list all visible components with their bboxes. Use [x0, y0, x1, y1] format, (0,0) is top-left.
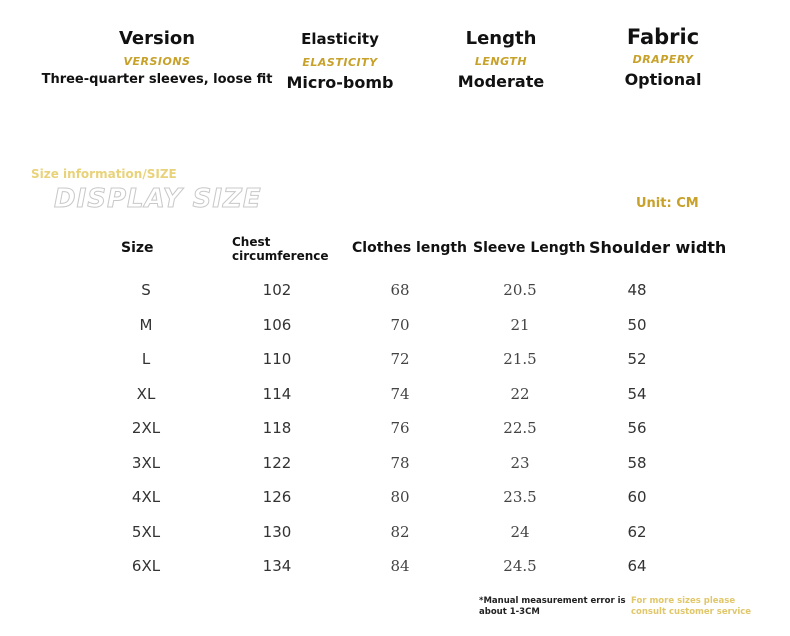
cell-clothes-length: 78: [390, 453, 410, 472]
more-sizes-note: For more sizes please consult customer service: [631, 596, 752, 617]
unit-label: Unit: CM: [636, 196, 699, 211]
attr-length: [458, 28, 544, 91]
attr-title: Elasticity: [301, 30, 379, 48]
cell-clothes-length: 76: [390, 419, 410, 437]
cell-shoulder-width: 54: [627, 384, 647, 403]
cell-chest: 106: [262, 315, 292, 334]
attr-sub: DRAPERY: [632, 53, 694, 66]
header-clothes-length: Clothes length: [352, 240, 467, 256]
cell-shoulder-width: 64: [627, 557, 647, 575]
cell-chest: 102: [262, 281, 292, 299]
cell-size: 2XL: [131, 419, 161, 437]
cell-size: L: [141, 350, 151, 368]
cell-chest: 130: [262, 522, 292, 541]
attr-version: [42, 28, 273, 87]
cell-sleeve-length: 20.5: [503, 281, 537, 299]
cell-clothes-length: 70: [390, 315, 410, 334]
cell-chest: 122: [262, 453, 292, 472]
cell-shoulder-width: 60: [627, 488, 647, 506]
cell-chest: 110: [262, 350, 292, 368]
attr-value: Optional: [624, 70, 702, 89]
cell-chest: 126: [262, 488, 292, 506]
attr-fabric: [625, 25, 702, 89]
attr-value: Micro-bomb: [286, 73, 394, 92]
cell-clothes-length: 84: [390, 557, 410, 575]
size-info-label: Size information/SIZE: [31, 167, 177, 181]
header-size: Size: [121, 240, 154, 256]
attr-sub: VERSIONS: [123, 55, 191, 68]
header-shoulder-width: Shoulder width: [589, 238, 727, 257]
cell-size: 5XL: [131, 522, 161, 541]
attr-value: Moderate: [457, 72, 545, 91]
cell-chest: 114: [262, 384, 292, 403]
cell-clothes-length: 74: [390, 384, 410, 403]
attr-elasticity: [287, 30, 394, 92]
cell-sleeve-length: 21.5: [503, 350, 537, 368]
cell-shoulder-width: 50: [627, 315, 647, 334]
attr-title: Fabric: [626, 25, 700, 49]
cell-size: 4XL: [131, 488, 161, 506]
cell-size: S: [141, 281, 151, 299]
attr-title: Length: [465, 28, 537, 49]
attr-sub: LENGTH: [474, 55, 528, 68]
attr-value: Three-quarter sleeves, loose fit: [41, 72, 273, 87]
cell-sleeve-length: 24.5: [503, 557, 537, 575]
cell-size: 6XL: [131, 557, 161, 575]
header-sleeve-length: Sleeve Length: [473, 240, 586, 256]
attr-sub: ELASTICITY: [302, 56, 378, 69]
cell-shoulder-width: 62: [627, 522, 647, 541]
cell-sleeve-length: 23: [510, 453, 530, 472]
cell-shoulder-width: 56: [627, 419, 647, 437]
cell-sleeve-length: 22.5: [503, 419, 537, 437]
attr-title: Version: [118, 28, 196, 49]
cell-shoulder-width: 48: [627, 281, 647, 299]
cell-shoulder-width: 58: [627, 453, 647, 472]
display-size-title: DISPLAY SIZE: [54, 184, 262, 214]
cell-clothes-length: 68: [390, 281, 410, 299]
cell-size: M: [139, 315, 153, 334]
header-chest-text: Chest circumference: [232, 235, 329, 263]
cell-clothes-length: 82: [390, 522, 410, 541]
cell-sleeve-length: 23.5: [503, 488, 537, 506]
cell-chest: 118: [262, 419, 292, 437]
cell-size: XL: [136, 384, 156, 403]
header-chest: [232, 235, 332, 263]
cell-sleeve-length: 24: [510, 522, 530, 541]
cell-sleeve-length: 22: [510, 384, 530, 403]
cell-clothes-length: 80: [390, 488, 410, 506]
cell-clothes-length: 72: [390, 350, 410, 368]
cell-shoulder-width: 52: [627, 350, 647, 368]
cell-chest: 134: [262, 557, 292, 575]
cell-sleeve-length: 21: [510, 315, 530, 334]
measurement-note: *Manual measurement error is about 1-3CM: [479, 596, 626, 617]
cell-size: 3XL: [131, 453, 161, 472]
